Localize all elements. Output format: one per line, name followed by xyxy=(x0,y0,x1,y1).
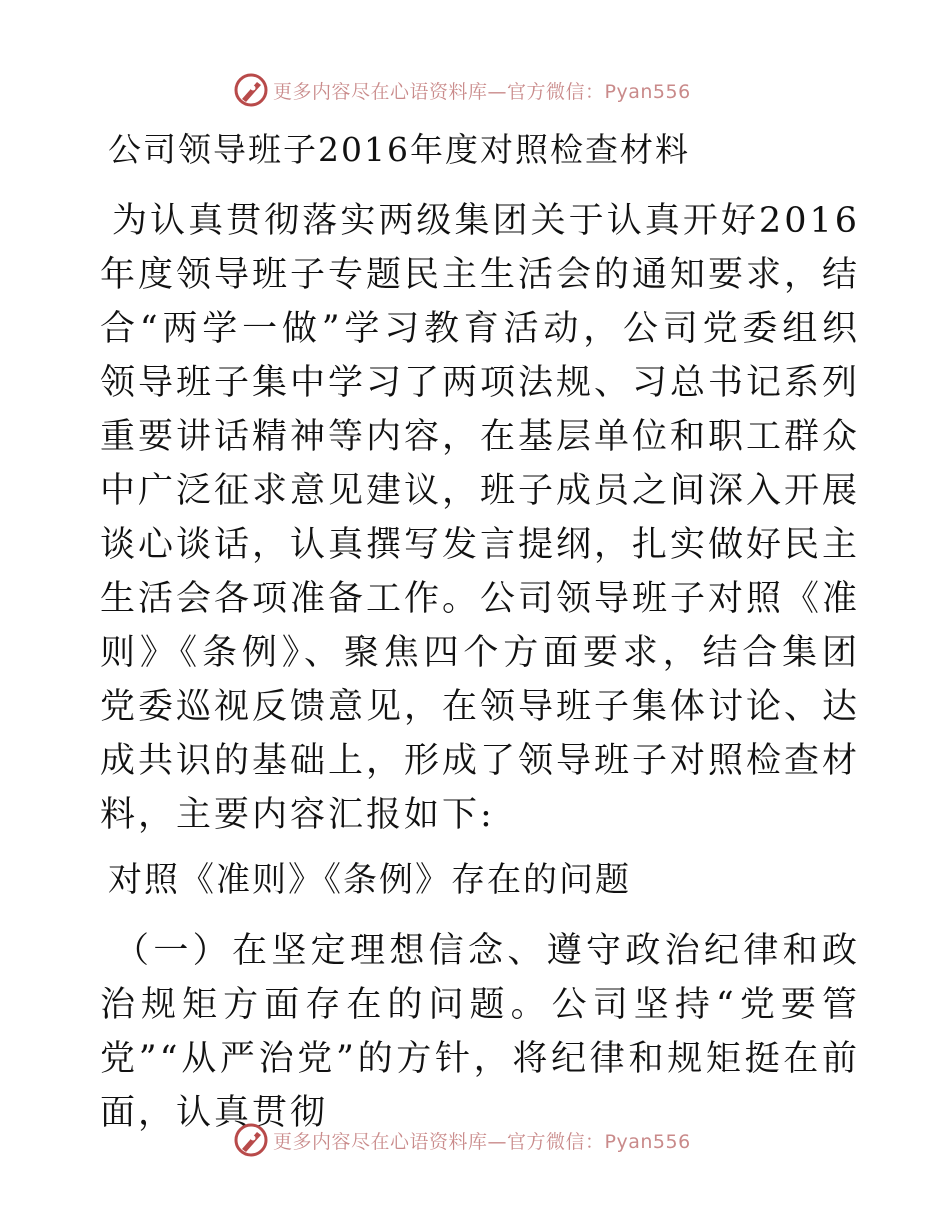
section-heading: 对照《准则》《条例》存在的问题 xyxy=(108,860,631,900)
section-paragraph: （一）在坚定理想信念、遵守政治纪律和政治规矩方面存在的问题。公司坚持“党要管党”“从严治党”的方针，将纪律和规矩挺在前面，认真贯彻 xyxy=(100,931,860,1133)
page-title: 公司领导班子2016年度对照检查材料 xyxy=(108,130,690,169)
watermark-text-bottom: 更多内容尽在心语资料库—官方微信：Pyan556 xyxy=(273,1130,691,1153)
watermark-text-top: 更多内容尽在心语资料库—官方微信：Pyan556 xyxy=(273,80,691,103)
pen-logo-icon xyxy=(233,1122,269,1158)
watermark-banner-bottom xyxy=(233,1120,691,1160)
pen-logo-icon xyxy=(233,72,269,108)
intro-paragraph: 为认真贯彻落实两级集团关于认真开好2016年度领导班子专题民主生活会的通知要求，结合“两学一做”学习教育活动，公司党委组织领导班子集中学习了两项法规、习总书记系列重要讲话精神等内容，在基层单位和职工群众中广泛征求意见建议，班子成员之间深入开展谈心谈话，认真撰写发言提纲，扎实做好民主生活会各项准备工作。公司领导班子对照《准则》《条例》、聚焦四个方面要求，结合集团党委巡视反馈意见，在领导班子集体讨论、达成共识的基础上，形成了领导班子对照检查材料，主要内容汇报如下: xyxy=(100,201,861,835)
watermark-banner-top xyxy=(233,70,691,110)
